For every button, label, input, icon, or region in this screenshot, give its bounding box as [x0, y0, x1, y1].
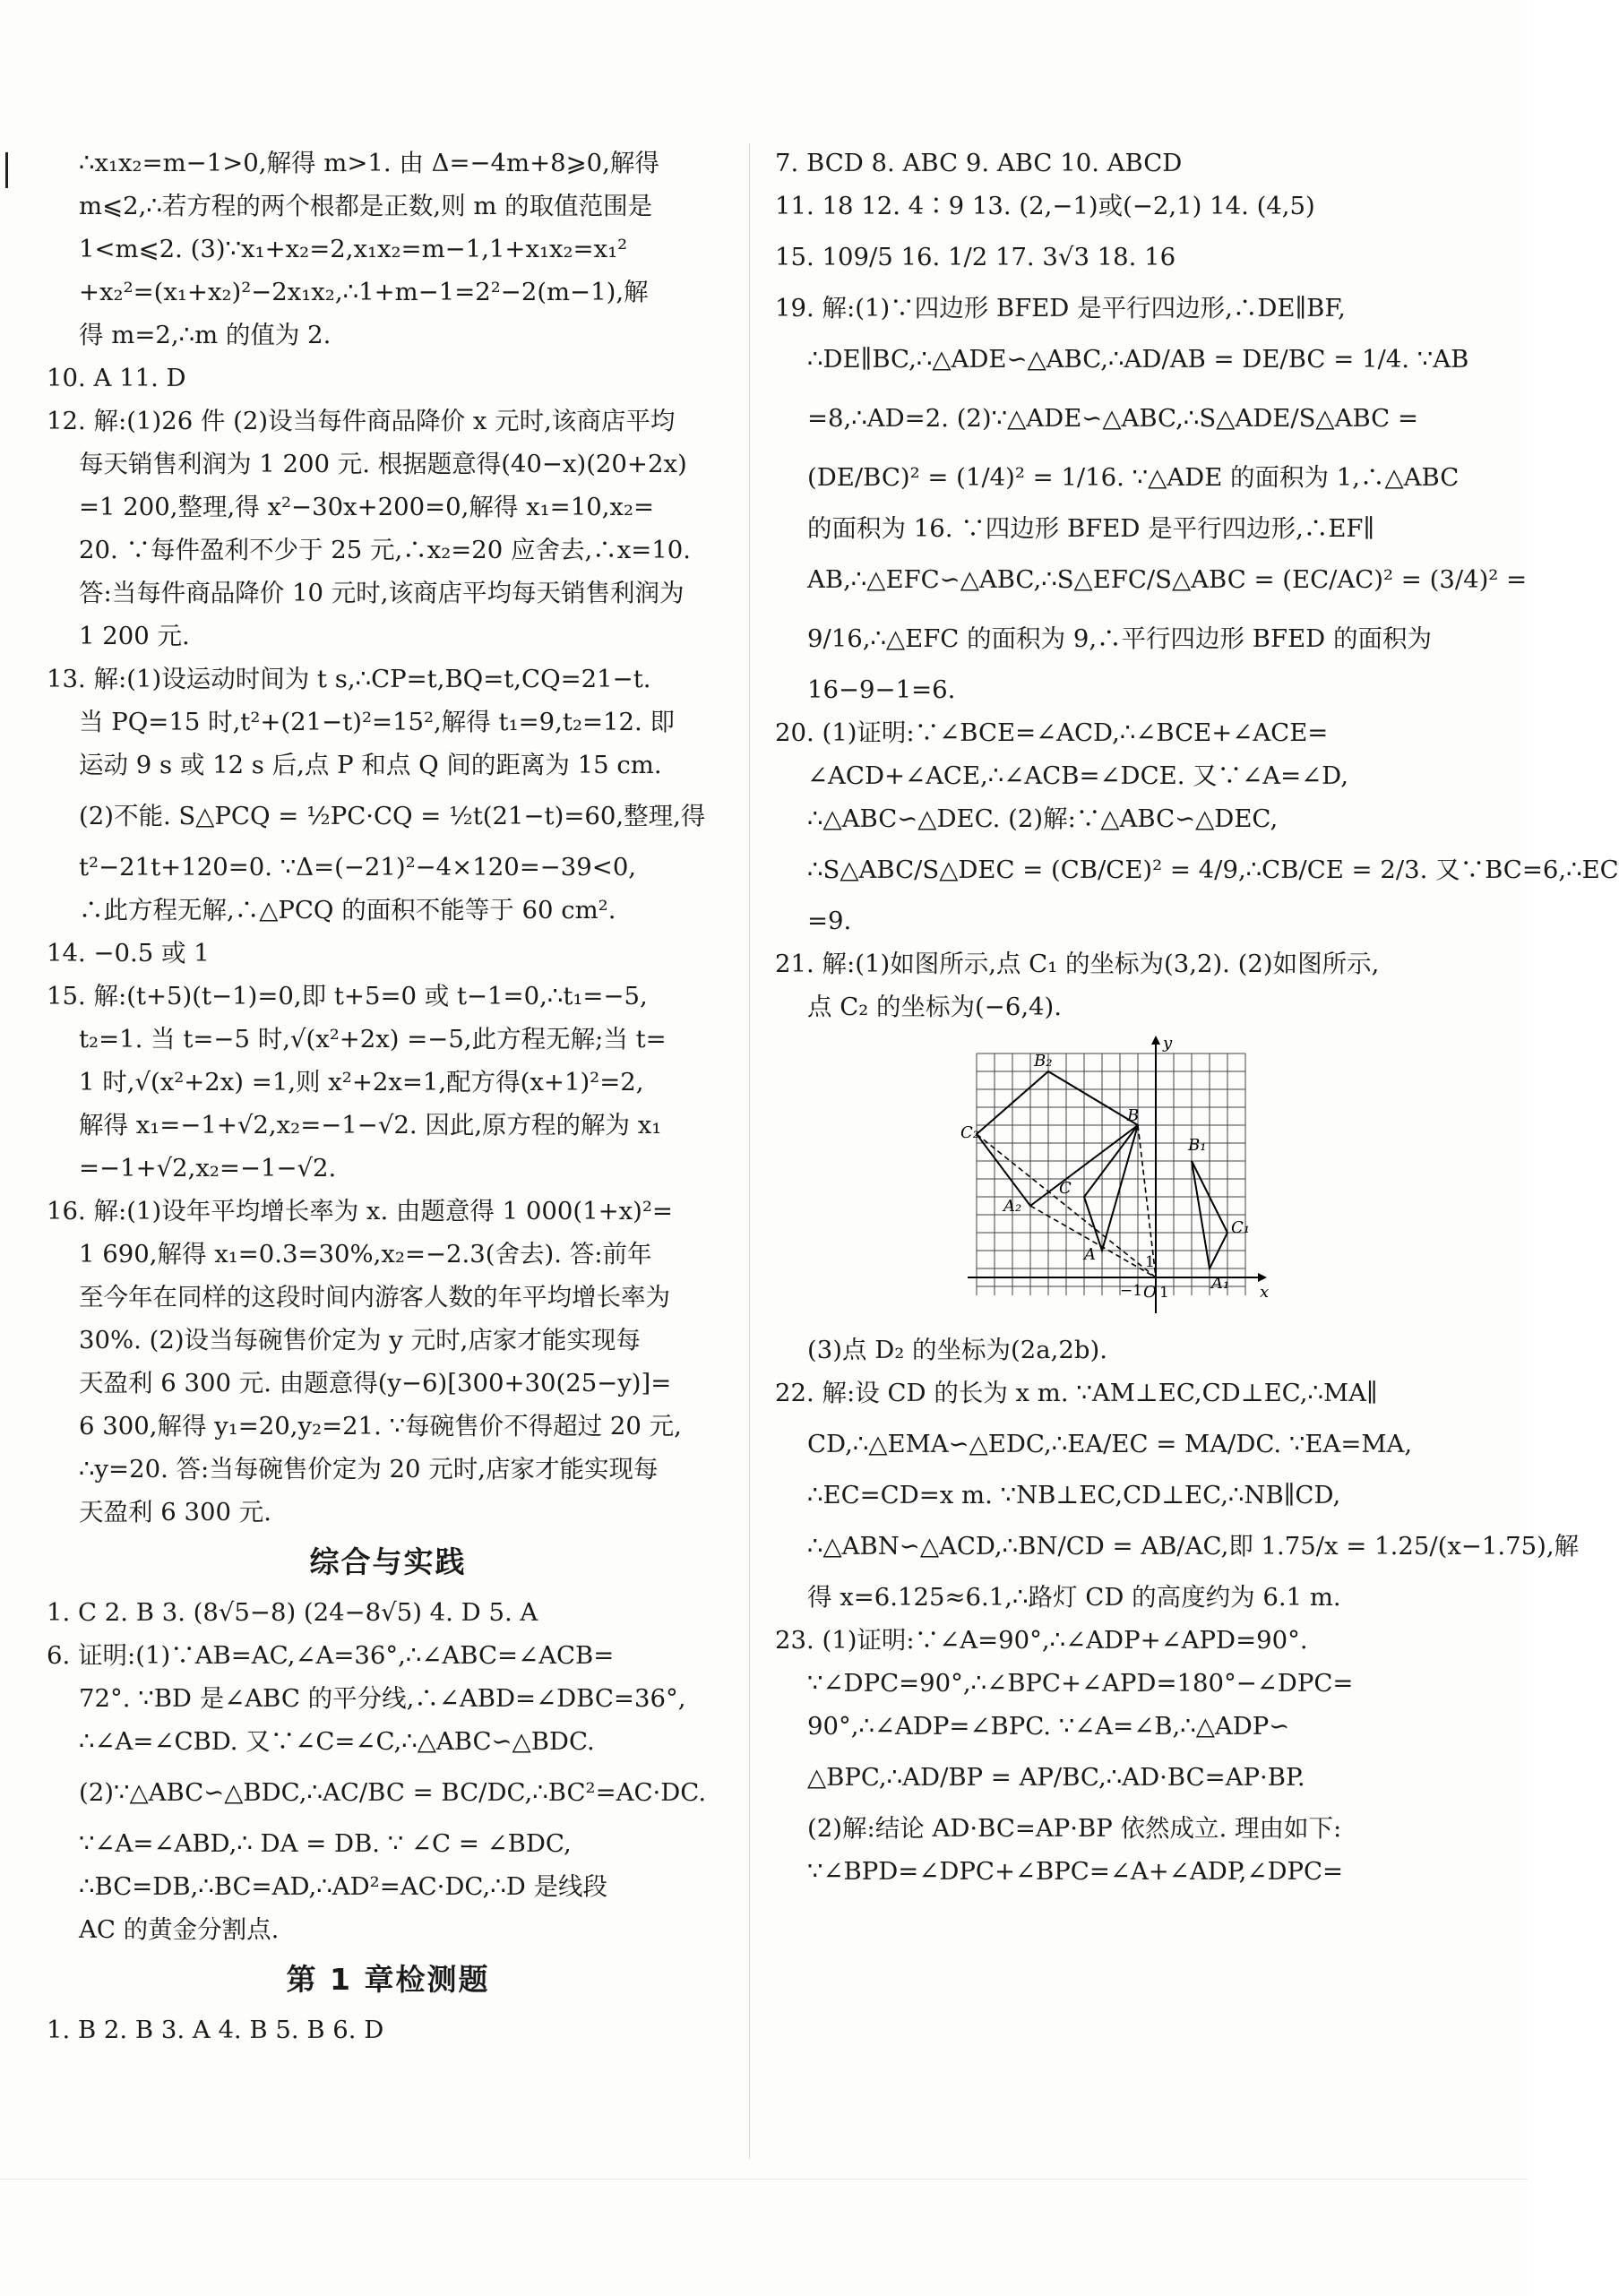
text-line: 90°,∴∠ADP=∠BPC. ∵∠A=∠B,∴△ADP∽	[807, 1712, 1290, 1741]
answer-line: 15. 109/5 16. 1/2 17. 3√3 18. 16	[775, 243, 1176, 271]
right-column	[775, 142, 1619, 1893]
text-line: =9.	[807, 907, 852, 935]
text-line: (3)点 D₂ 的坐标为(2a,2b).	[807, 1336, 1107, 1364]
label-y-one: 1	[1145, 1253, 1155, 1271]
text-line: ∴EC=CD=x m. ∵NB⊥EC,CD⊥EC,∴NB∥CD,	[807, 1481, 1341, 1509]
formula-line: (2)不能. S△PCQ = ½PC·CQ = ½t(21−t)=60,整理,得	[79, 802, 706, 830]
triangle-abc	[1084, 1125, 1138, 1251]
text-line: 20. ∵每件盈利不少于 25 元,∴x₂=20 应舍去,∴x=10.	[79, 536, 692, 564]
formula-line: ∴△ABN∽△ACD,∴BN/CD = AB/AC,即 1.75/x = 1.25/(x−1.75),解	[807, 1532, 1580, 1561]
text-line: 得 m=2,∴m 的值为 2.	[79, 321, 332, 349]
label-a2: A₂	[1003, 1197, 1022, 1216]
text-line: 答:当每件商品降价 10 元时,该商店平均每天销售利润为	[79, 579, 685, 607]
text-line: 1 时,√(x²+2x) =1,则 x²+2x=1,配方得(x+1)²=2,	[79, 1068, 644, 1096]
text-line: 的面积为 16. ∵四边形 BFED 是平行四边形,∴EF∥	[807, 514, 1375, 543]
label-c1: C₁	[1231, 1218, 1250, 1237]
text-line: 点 C₂ 的坐标为(−6,4).	[807, 993, 1063, 1021]
problem-21-line: 21. 解:(1)如图所示,点 C₁ 的坐标为(3,2). (2)如图所示,	[775, 950, 1380, 978]
problem-6-line: 6. 证明:(1)∵AB=AC,∠A=36°,∴∠ABC=∠ACB=	[47, 1641, 615, 1670]
text-line: =−1+√2,x₂=−1−√2.	[79, 1154, 337, 1182]
answer-line: 14. −0.5 或 1	[47, 939, 210, 967]
answer-line: 1. C 2. B 3. (8√5−8) (24−8√5) 4. D 5. A	[47, 1598, 538, 1627]
text-line: 1 690,解得 x₁=0.3=30%,x₂=−2.3(舍去). 答:前年	[79, 1240, 652, 1268]
formula-line: AB,∴△EFC∽△ABC,∴S△EFC/S△ABC = (EC/AC)² = (3/4)² =	[807, 565, 1528, 594]
page-edge-mark	[5, 152, 8, 188]
answer-line: 7. BCD 8. ABC 9. ABC 10. ABCD	[775, 149, 1183, 177]
text-line: +x₂²=(x₁+x₂)²−2x₁x₂,∴1+m−1=2²−2(m−1),解	[79, 278, 649, 306]
text-line: 运动 9 s 或 12 s 后,点 P 和点 Q 间的距离为 15 cm.	[79, 751, 662, 779]
problem-15-line: 15. 解:(t+5)(t−1)=0,即 t+5=0 或 t−1=0,∴t₁=−5,	[47, 982, 648, 1010]
text-line: ∴此方程无解,∴△PCQ 的面积不能等于 60 cm².	[79, 896, 616, 924]
label-x: x	[1260, 1283, 1270, 1302]
formula-line: CD,∴△EMA∽△EDC,∴EA/EC = MA/DC. ∵EA=MA,	[807, 1430, 1413, 1458]
label-c2: C₂	[960, 1123, 979, 1142]
text-line: 得 x=6.125≈6.1,∴路灯 CD 的高度约为 6.1 m.	[807, 1583, 1341, 1612]
formula-line: ∴DE∥BC,∴△ADE∽△ABC,∴AD/AB = DE/BC = 1/4. ∵AB	[807, 345, 1469, 374]
label-b: B	[1127, 1106, 1140, 1125]
text-line: 当 PQ=15 时,t²+(21−t)²=15²,解得 t₁=9,t₂=12. 即	[79, 708, 675, 736]
formula-line: 9/16,∴△EFC 的面积为 9,∴平行四边形 BFED 的面积为	[807, 624, 1432, 653]
text-line: ∴x₁x₂=m−1>0,解得 m>1. 由 Δ=−4m+8⩾0,解得	[79, 149, 659, 177]
label-a1: A₁	[1211, 1274, 1230, 1293]
text-line: ∴y=20. 答:当每碗售价定为 20 元时,店家才能实现每	[79, 1455, 659, 1483]
section-title: 综合与实践	[309, 1544, 467, 1579]
answer-line: 11. 18 12. 4∶9 13. (2,−1)或(−2,1) 14. (4,5)	[775, 192, 1315, 220]
text-line: 16−9−1=6.	[807, 675, 956, 704]
text-line: ∵∠BPD=∠DPC+∠BPC=∠A+∠ADP,∠DPC=	[807, 1857, 1344, 1886]
formula-line: (DE/BC)² = (1/4)² = 1/16. ∵△ADE 的面积为 1,∴△ABC	[807, 463, 1460, 492]
problem-19-line: 19. 解:(1)∵四边形 BFED 是平行四边形,∴DE∥BF,	[775, 294, 1346, 322]
text-line: ∴∠A=∠CBD. 又∵∠C=∠C,∴△ABC∽△BDC.	[79, 1727, 595, 1756]
formula-line: =8,∴AD=2. (2)∵△ADE∽△ABC,∴S△ADE/S△ABC =	[807, 404, 1418, 433]
text-line: 解得 x₁=−1+√2,x₂=−1−√2. 因此,原方程的解为 x₁	[79, 1111, 662, 1139]
text-line: 30%. (2)设当每碗售价定为 y 元时,店家才能实现每	[79, 1326, 641, 1354]
text-line: =1 200,整理,得 x²−30x+200=0,解得 x₁=10,x₂=	[79, 493, 655, 521]
problem-13-line: 13. 解:(1)设运动时间为 t s,∴CP=t,BQ=t,CQ=21−t.	[47, 665, 651, 693]
label-y: y	[1163, 1034, 1173, 1053]
problem-23-line: 23. (1)证明:∵∠A=90°,∴∠ADP+∠APD=90°.	[775, 1626, 1308, 1655]
text-line: 天盈利 6 300 元.	[79, 1498, 271, 1526]
answer-line: 10. A 11. D	[47, 364, 186, 392]
problem-22-line: 22. 解:设 CD 的长为 x m. ∵AM⊥EC,CD⊥EC,∴MA∥	[775, 1379, 1378, 1407]
grid-lines	[977, 1053, 1245, 1295]
problem-20-line: 20. (1)证明:∵∠BCE=∠ACD,∴∠BCE+∠ACE=	[775, 718, 1329, 747]
label-x-minus-one: −1	[1120, 1282, 1143, 1300]
label-a: A	[1084, 1245, 1096, 1264]
text-line: (2)解:结论 AD·BC=AP·BP 依然成立. 理由如下:	[807, 1814, 1342, 1843]
section-title: 第 1 章检测题	[286, 1962, 490, 1997]
text-line: ∵∠DPC=90°,∴∠BPC+∠APD=180°−∠DPC=	[807, 1669, 1354, 1698]
text-line: ∴△ABC∽△DEC. (2)解:∵△ABC∽△DEC,	[807, 804, 1279, 833]
coordinate-grid-figure	[960, 1034, 1272, 1322]
label-b2: B₂	[1034, 1052, 1053, 1071]
text-line: 1 200 元.	[79, 622, 190, 650]
text-line: ∴BC=DB,∴BC=AD,∴AD²=AC·DC,∴D 是线段	[79, 1872, 608, 1901]
left-column	[47, 142, 729, 2051]
x-axis-arrow-icon	[1258, 1273, 1267, 1282]
column-divider	[749, 143, 750, 2159]
text-line: 每天销售利润为 1 200 元. 根据题意得(40−x)(20+2x)	[79, 450, 687, 478]
text-line: 6 300,解得 y₁=20,y₂=21. ∵每碗售价不得超过 20 元,	[79, 1412, 682, 1440]
text-line: t²−21t+120=0. ∵Δ=(−21)²−4×120=−39<0,	[79, 853, 637, 881]
text-line: 至今年在同样的这段时间内游客人数的年平均增长率为	[79, 1283, 670, 1311]
formula-line: ∴S△ABC/S△DEC = (CB/CE)² = 4/9,∴CB/CE = 2/3. 又∵BC=6,∴EC	[807, 856, 1619, 884]
label-origin: O	[1143, 1283, 1157, 1302]
text-line: ∠ACD+∠ACE,∴∠ACB=∠DCE. 又∵∠A=∠D,	[807, 761, 1348, 790]
answer-line: 1. B 2. B 3. A 4. B 5. B 6. D	[47, 2016, 384, 2044]
text-line: ∵∠A=∠ABD,∴ DA = DB. ∵ ∠C = ∠BDC,	[79, 1829, 572, 1858]
label-c: C	[1059, 1179, 1072, 1198]
text-line: m⩽2,∴若方程的两个根都是正数,则 m 的取值范围是	[79, 192, 653, 220]
y-axis-arrow-icon	[1151, 1036, 1160, 1045]
coordinate-figure	[775, 1028, 1474, 1329]
formula-line: (2)∵△ABC∽△BDC,∴AC/BC = BC/DC,∴BC²=AC·DC.	[79, 1778, 707, 1807]
triangle-a2b2c2	[977, 1071, 1138, 1206]
problem-12-line: 12. 解:(1)26 件 (2)设当每件商品降价 x 元时,该商店平均	[47, 407, 676, 435]
text-line: 天盈利 6 300 元. 由题意得(y−6)[300+30(25−y)]=	[79, 1369, 672, 1397]
formula-line: △BPC,∴AD/BP = AP/BC,∴AD·BC=AP·BP.	[807, 1763, 1305, 1792]
problem-16-line: 16. 解:(1)设年平均增长率为 x. 由题意得 1 000(1+x)²=	[47, 1197, 673, 1225]
text-line: 1<m⩽2. (3)∵x₁+x₂=2,x₁x₂=m−1,1+x₁x₂=x₁²	[79, 235, 628, 263]
text-line: t₂=1. 当 t=−5 时,√(x²+2x) =−5,此方程无解;当 t=	[79, 1025, 667, 1053]
label-b1: B₁	[1188, 1136, 1207, 1155]
bottom-rule	[0, 2179, 1528, 2180]
text-line: AC 的黄金分割点.	[79, 1915, 280, 1944]
text-line: 72°. ∵BD 是∠ABC 的平分线,∴∠ABD=∠DBC=36°,	[79, 1684, 686, 1713]
label-x-one: 1	[1159, 1284, 1169, 1302]
